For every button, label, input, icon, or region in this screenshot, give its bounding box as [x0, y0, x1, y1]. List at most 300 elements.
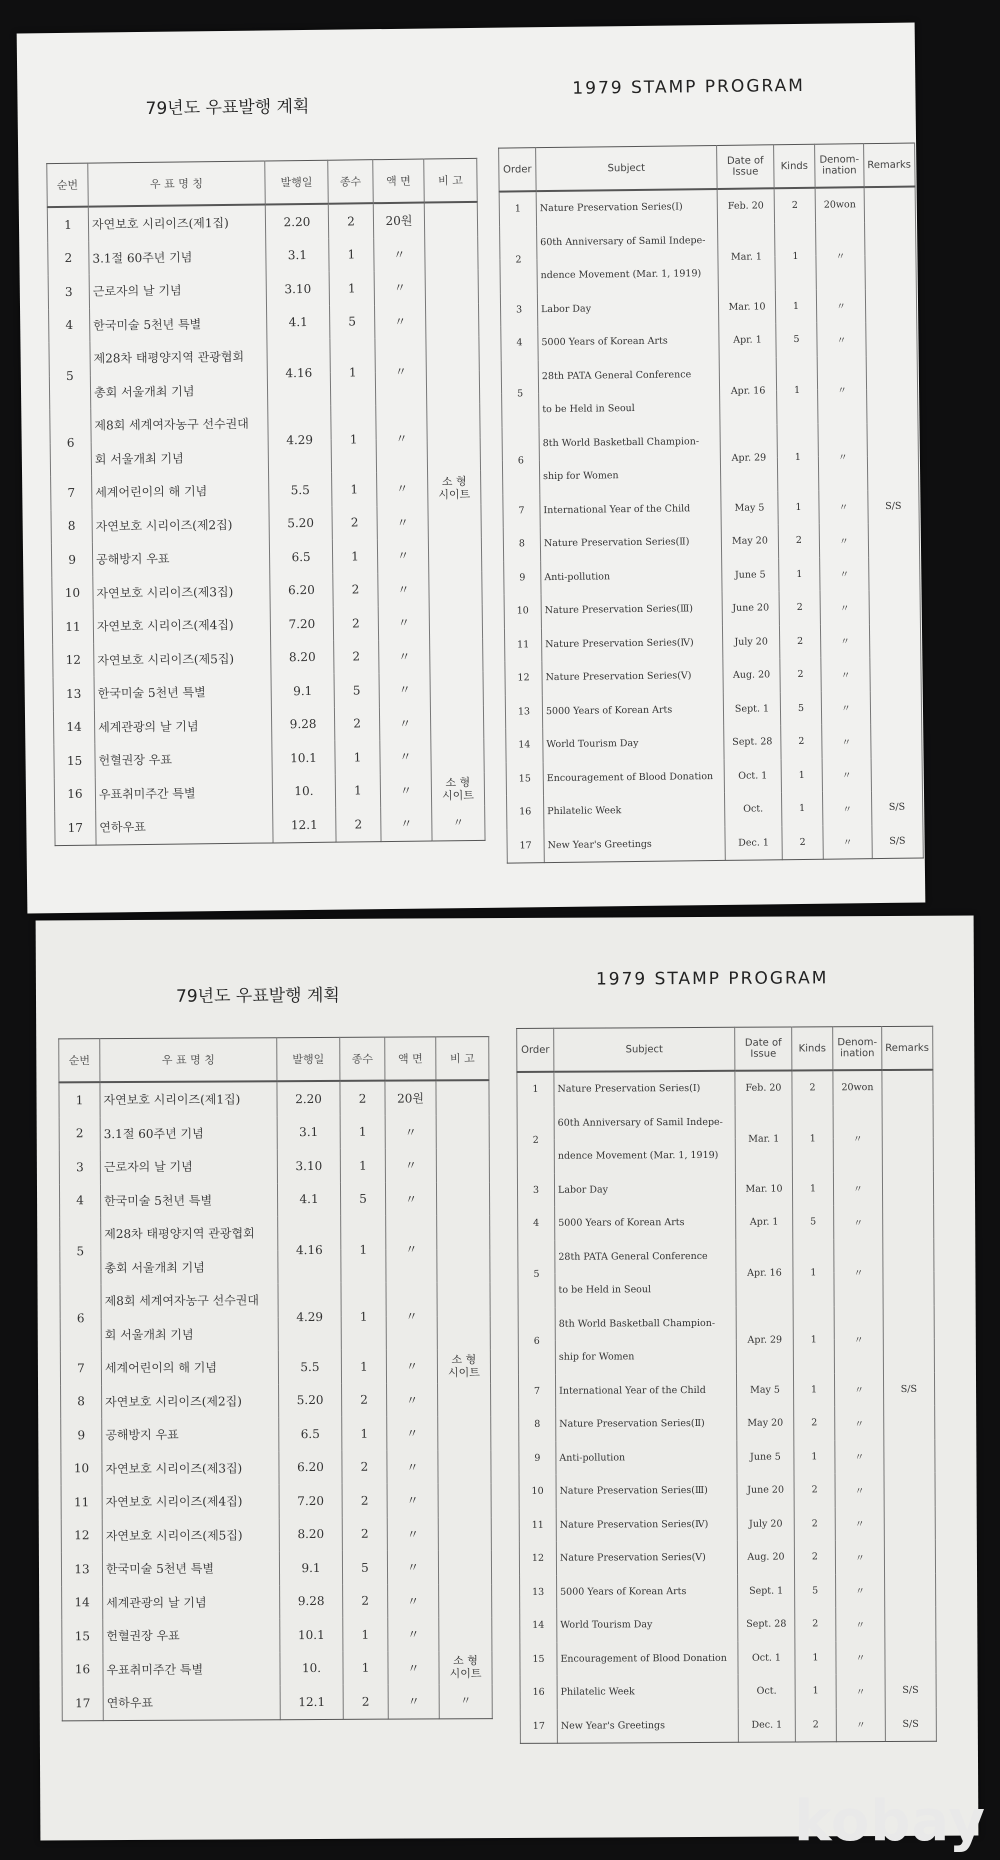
issue-date: Aug. 20 — [723, 658, 780, 692]
stamp-subject: 5000 Years of Korean Arts — [538, 324, 719, 360]
stamp-name: 한국미술 5천년 특별 — [90, 306, 267, 342]
english-table-row — [519, 1406, 935, 1442]
korean-table-row — [61, 1416, 491, 1452]
order-number: 3 — [517, 1173, 554, 1207]
denomination: 〃 — [374, 304, 425, 338]
korean-schedule-table — [58, 1036, 493, 1721]
order-number: 4 — [59, 1184, 100, 1218]
denomination: 〃 — [822, 791, 871, 825]
stamp-subject: 8th World Basketball Champion- — [539, 424, 720, 460]
remarks-cell — [428, 471, 481, 505]
remarks-line-1: 소 형 — [453, 1654, 478, 1668]
english-table-row — [520, 1674, 936, 1710]
order-number: 5 — [501, 360, 539, 427]
issue-date: Sept. 1 — [738, 1574, 795, 1608]
korean-column-header: 발행일 — [265, 160, 329, 204]
remarks-cell — [438, 1383, 491, 1417]
issue-date: Aug. 20 — [737, 1540, 794, 1574]
korean-column-header: 종수 — [328, 160, 374, 204]
issue-date: 5.5 — [278, 1350, 341, 1384]
korean-header-row — [59, 1037, 489, 1083]
denomination: 〃 — [836, 1674, 885, 1708]
remarks-line-2 — [435, 756, 481, 757]
kinds-count: 2 — [334, 707, 379, 741]
remarks — [882, 1171, 933, 1205]
order-number: 11 — [61, 1485, 102, 1519]
order-number: 12 — [505, 661, 542, 695]
order-number: 16 — [507, 795, 544, 829]
english-schedule-table — [498, 143, 923, 864]
remarks-cell — [427, 404, 481, 472]
remarks-line-2 — [433, 655, 479, 656]
denomination: 〃 — [379, 673, 430, 707]
order-number: 5 — [49, 342, 91, 409]
kinds-count: 2 — [782, 825, 823, 859]
korean-table-row — [59, 1080, 489, 1117]
stamp-name: 제28차 태평양지역 관광협회 — [90, 339, 267, 375]
kinds-count: 2 — [794, 1540, 835, 1574]
remarks-line-2 — [433, 622, 479, 623]
remarks-cell — [437, 1349, 490, 1383]
korean-table-row — [61, 1383, 491, 1419]
kinds-count: 1 — [794, 1440, 835, 1474]
remarks — [883, 1205, 934, 1239]
issue-date: Sept. 1 — [723, 692, 780, 726]
issue-date: 6.5 — [269, 540, 332, 574]
kinds-count: 2 — [333, 606, 378, 640]
remarks-line-1 — [428, 220, 474, 221]
remarks — [884, 1540, 935, 1574]
issue-date: 7.20 — [279, 1484, 342, 1518]
issue-date: May 20 — [737, 1406, 794, 1440]
issue-date: Apr. 16 — [719, 357, 777, 425]
stamp-name: 세계어린이의 해 기념 — [101, 1350, 278, 1384]
issue-date: 10. — [272, 774, 335, 808]
issue-date: 4.1 — [277, 1182, 340, 1216]
remarks-cell — [437, 1282, 490, 1349]
korean-table-row — [47, 202, 477, 242]
remarks — [884, 1439, 935, 1473]
order-number: 10 — [52, 576, 93, 610]
denomination: 〃 — [835, 1440, 884, 1474]
remarks-cell — [438, 1450, 491, 1484]
kinds-count: 1 — [335, 740, 380, 774]
english-table-row — [518, 1372, 934, 1408]
remarks — [870, 690, 921, 724]
kinds-count: 2 — [794, 1507, 835, 1541]
issue-date: 9.1 — [279, 1551, 342, 1585]
english-table-row — [504, 590, 920, 629]
korean-table-row — [50, 404, 480, 443]
remarks-cell — [436, 1182, 489, 1216]
stamp-name: 제8회 세계여자농구 선수권대 — [91, 406, 268, 442]
kinds-count: 1 — [775, 222, 817, 289]
denomination: 20원 — [385, 1080, 436, 1115]
kinds-count: 2 — [342, 1517, 387, 1551]
remarks-text — [433, 655, 479, 656]
stamp-subject: Labor Day — [537, 290, 718, 326]
remarks — [868, 523, 919, 557]
stamp-name: 근로자의 날 기념 — [100, 1149, 277, 1183]
issue-date: 4.16 — [267, 339, 331, 407]
stamp-name: 자연보호 시리이즈(제2집) — [92, 507, 269, 543]
order-number: 2 — [59, 1117, 100, 1151]
denomination: 〃 — [822, 758, 871, 792]
remarks — [869, 590, 920, 624]
kinds-count: 1 — [795, 1641, 836, 1675]
remarks: S/S — [872, 824, 923, 859]
kinds-count: 2 — [792, 1070, 833, 1105]
stamp-subject: 8th World Basketball Champion- — [555, 1306, 736, 1340]
stamp-subject-continued: ndence Movement (Mar. 1, 1919) — [537, 257, 718, 293]
english-table-row — [505, 657, 921, 696]
korean-column-header: 순번 — [59, 1039, 100, 1083]
stamp-name: 자연보호 시리이즈(제3집) — [102, 1451, 279, 1485]
stamp-name: 한국미술 5천년 특별 — [100, 1183, 277, 1217]
stamp-name: 자연보호 시리이즈(제2집) — [102, 1384, 279, 1418]
order-number: 17 — [507, 829, 544, 863]
remarks-line-2 — [428, 220, 474, 221]
english-table-row — [519, 1540, 935, 1576]
denomination: 〃 — [834, 1239, 883, 1306]
korean-table-row — [55, 806, 485, 845]
stamp-name: 제8회 세계여자농구 선수권대 — [101, 1283, 278, 1317]
order-number: 2 — [500, 226, 538, 293]
remarks — [884, 1406, 935, 1440]
stamp-subject-continued: ship for Women — [539, 458, 720, 494]
remarks-text — [431, 475, 477, 502]
english-table-row — [500, 288, 916, 327]
english-table-row — [504, 556, 920, 595]
english-column-header: Date of Issue — [735, 1027, 792, 1071]
remarks-line-1: 〃 — [452, 816, 464, 830]
kinds-count: 1 — [342, 1417, 387, 1451]
issue-date: 5.5 — [269, 473, 332, 507]
remarks — [866, 322, 917, 356]
kinds-count: 2 — [342, 1450, 387, 1484]
denomination: 〃 — [834, 1373, 883, 1407]
issue-date: 7.20 — [270, 607, 333, 641]
english-table-row — [501, 355, 917, 394]
english-column-header: Order — [499, 148, 537, 192]
stamp-name: 우표취미주간 특별 — [95, 775, 272, 811]
remarks-line-2 — [432, 555, 478, 556]
kinds-count: 1 — [329, 271, 374, 305]
stamp-name-continued: 회 서울개최 기념 — [91, 440, 268, 476]
kinds-count: 2 — [342, 1383, 387, 1417]
kinds-count: 2 — [774, 188, 815, 223]
english-table-row — [519, 1439, 935, 1475]
remarks-cell — [436, 1115, 489, 1149]
order-number: 17 — [55, 811, 96, 845]
english-column-header: Date of Issue — [717, 145, 775, 189]
korean-table-row — [51, 471, 481, 510]
remarks-cell — [425, 303, 478, 337]
order-number: 4 — [501, 326, 538, 360]
denomination: 〃 — [836, 1641, 885, 1675]
order-number: 16 — [62, 1653, 103, 1687]
remarks-line-1: 소 형 — [445, 776, 471, 790]
kinds-count: 2 — [342, 1484, 387, 1518]
stamp-name: 자연보호 시리이즈(제4집) — [93, 607, 270, 643]
korean-table-row — [59, 1148, 489, 1184]
remarks-text — [435, 816, 481, 830]
issue-date: 6.20 — [270, 573, 333, 607]
denomination: 〃 — [820, 557, 869, 591]
english-column-header: Kinds — [792, 1027, 833, 1071]
remarks-cell — [430, 638, 483, 672]
issue-date: Dec. 1 — [725, 826, 782, 861]
issue-date: May 5 — [721, 491, 778, 525]
issue-date: June 5 — [722, 558, 779, 592]
english-table-row — [518, 1305, 934, 1341]
remarks-text — [442, 1654, 488, 1680]
remarks — [882, 1104, 933, 1171]
english-schedule-table — [516, 1026, 936, 1744]
order-number: 15 — [520, 1642, 557, 1676]
stamp-subject: Nature Preservation Series(Ⅳ) — [556, 1507, 737, 1541]
order-number: 15 — [62, 1619, 103, 1653]
document-sheet-top — [17, 23, 926, 914]
kinds-count: 1 — [777, 423, 819, 490]
stamp-subject-continued: ndence Movement (Mar. 1, 1919) — [554, 1139, 735, 1173]
english-column-header: Subject — [536, 145, 718, 191]
remarks: S/S — [885, 1674, 936, 1708]
english-column-header: Remarks — [882, 1026, 933, 1070]
kinds-count: 2 — [779, 591, 820, 625]
kinds-count: 1 — [781, 792, 822, 826]
denomination: 〃 — [380, 773, 431, 807]
order-number: 9 — [61, 1418, 102, 1452]
korean-table-row — [61, 1517, 491, 1553]
order-number: 13 — [61, 1552, 102, 1586]
korean-table-row — [54, 739, 484, 778]
issue-date: 5.20 — [279, 1383, 342, 1417]
remarks-line-1 — [433, 655, 479, 656]
issue-date: 10.1 — [272, 741, 335, 775]
issue-date: Feb. 20 — [735, 1071, 792, 1106]
stamp-name: 세계어린이의 해 기념 — [92, 473, 269, 509]
remarks-text — [428, 220, 474, 221]
denomination: 〃 — [836, 1574, 885, 1608]
denomination: 〃 — [835, 1473, 884, 1507]
remarks-cell — [438, 1550, 491, 1584]
order-number: 8 — [519, 1408, 556, 1442]
issue-date: Sept. 28 — [724, 725, 781, 759]
korean-column-header: 종수 — [340, 1037, 385, 1081]
english-table-row — [520, 1573, 936, 1609]
stamp-subject: 5000 Years of Korean Arts — [557, 1574, 738, 1608]
denomination: 〃 — [385, 1148, 436, 1182]
remarks-text — [434, 722, 480, 723]
remarks — [883, 1305, 934, 1372]
denomination: 〃 — [834, 1205, 883, 1239]
kinds-count: 1 — [343, 1618, 388, 1652]
issue-date: Apr. 29 — [736, 1306, 793, 1373]
korean-table-row — [62, 1584, 492, 1620]
issue-date: June 20 — [737, 1473, 794, 1507]
order-number: 9 — [504, 561, 541, 595]
stamp-name: 자연보호 시리이즈(제1집) — [88, 204, 265, 241]
denomination: 〃 — [820, 590, 869, 624]
remarks-cell — [439, 1617, 492, 1651]
stamp-name: 제28차 태평양지역 관광협회 — [101, 1216, 278, 1250]
stamp-subject: World Tourism Day — [543, 726, 724, 762]
order-number: 17 — [62, 1686, 103, 1720]
issue-date: Sept. 28 — [738, 1607, 795, 1641]
remarks — [883, 1238, 934, 1305]
order-number: 4 — [518, 1207, 555, 1241]
korean-header-row — [47, 158, 477, 207]
english-table-row — [499, 187, 915, 227]
remarks: S/S — [883, 1372, 934, 1406]
remarks-text — [432, 588, 478, 589]
kinds-count: 1 — [778, 490, 819, 524]
denomination: 〃 — [835, 1406, 884, 1440]
kinds-count: 2 — [343, 1584, 388, 1618]
order-number: 3 — [500, 293, 537, 327]
order-number: 12 — [519, 1542, 556, 1576]
remarks: S/S — [871, 791, 922, 825]
english-table-row — [520, 1607, 936, 1643]
order-number: 13 — [505, 695, 542, 729]
order-number: 1 — [47, 207, 88, 242]
remarks-line-2 — [428, 253, 474, 254]
kinds-count: 2 — [781, 725, 822, 759]
korean-table-row — [51, 504, 481, 543]
order-number: 10 — [519, 1475, 556, 1509]
issue-date: Apr. 1 — [719, 323, 776, 357]
issue-date: Apr. 29 — [720, 424, 778, 492]
stamp-subject-continued: ship for Women — [555, 1340, 736, 1374]
stamp-name: 헌혈권장 우표 — [103, 1618, 280, 1652]
denomination: 〃 — [377, 472, 428, 506]
kinds-count: 2 — [328, 203, 373, 238]
denomination: 〃 — [378, 606, 429, 640]
english-table-row — [501, 322, 917, 361]
denomination: 〃 — [821, 657, 870, 691]
issue-date: 3.10 — [277, 1149, 340, 1183]
issue-date: 10. — [280, 1651, 343, 1685]
stamp-name: 자연보호 시리이즈(제4집) — [102, 1484, 279, 1518]
denomination: 〃 — [385, 1115, 436, 1149]
remarks-text — [432, 521, 478, 522]
denomination: 〃 — [386, 1349, 437, 1383]
issue-date: 4.1 — [267, 305, 330, 339]
remarks-text — [433, 622, 479, 623]
kinds-count: 1 — [792, 1105, 833, 1172]
stamp-name-continued: 총회 서울개최 기념 — [101, 1250, 278, 1284]
denomination: 〃 — [388, 1584, 439, 1618]
korean-table-row — [61, 1550, 491, 1586]
remarks — [865, 288, 916, 322]
stamp-name-continued: 회 서울개최 기념 — [101, 1317, 278, 1351]
remarks — [866, 355, 917, 423]
remarks — [871, 724, 922, 758]
remarks-line-1: 소 형 — [441, 474, 467, 489]
kinds-count: 1 — [792, 1172, 833, 1206]
stamp-subject: 5000 Years of Korean Arts — [555, 1206, 736, 1240]
stamp-subject: 5000 Years of Korean Arts — [542, 692, 723, 728]
remarks-line-2: 시이트 — [438, 487, 471, 502]
remarks-line-2: 시이트 — [441, 789, 475, 803]
kinds-count: 5 — [776, 323, 817, 357]
issue-date: 4.29 — [278, 1283, 341, 1350]
kinds-count: 1 — [795, 1674, 836, 1708]
english-column-header: Kinds — [774, 144, 816, 188]
english-column-header: Denom- ination — [815, 144, 865, 188]
issue-date: 12.1 — [280, 1685, 343, 1719]
issue-date: 2.20 — [265, 204, 328, 239]
denomination: 〃 — [388, 1684, 439, 1718]
document-sheet-bottom — [36, 916, 979, 1841]
korean-table-row — [60, 1282, 490, 1318]
kinds-count: 5 — [334, 673, 379, 707]
denomination: 〃 — [379, 706, 430, 740]
stamp-subject: Nature Preservation Series(Ⅲ) — [541, 592, 722, 628]
stamp-subject: Encouragement of Blood Donation — [557, 1641, 738, 1675]
korean-table-row — [61, 1483, 491, 1519]
order-number: 6 — [518, 1307, 555, 1374]
order-number: 8 — [61, 1385, 102, 1419]
remarks-text — [441, 1353, 487, 1379]
issue-date: 12.1 — [273, 808, 336, 843]
order-number: 6 — [50, 409, 92, 476]
english-table-row — [503, 523, 919, 562]
order-number: 4 — [49, 308, 90, 342]
issue-date: 5.20 — [269, 506, 332, 540]
order-number: 3 — [48, 275, 89, 309]
issue-date: Dec. 1 — [738, 1708, 795, 1742]
issue-date: 9.28 — [280, 1584, 343, 1618]
denomination: 〃 — [820, 624, 869, 658]
issue-date: July 20 — [722, 625, 779, 659]
denomination: 〃 — [380, 740, 431, 774]
remarks — [884, 1473, 935, 1507]
denomination: 20원 — [373, 203, 424, 238]
order-number: 14 — [506, 728, 543, 762]
remarks-cell — [439, 1684, 492, 1718]
denomination: 〃 — [388, 1651, 439, 1685]
order-number: 6 — [502, 427, 540, 494]
korean-table-row — [59, 1115, 489, 1151]
order-number: 7 — [51, 476, 92, 510]
stamp-subject-continued: to be Held in Seoul — [555, 1273, 736, 1307]
korean-column-header: 우 표 명 칭 — [88, 161, 266, 207]
issue-date: Oct. — [738, 1674, 795, 1708]
korean-table-row — [48, 270, 478, 309]
kinds-count: 2 — [333, 573, 378, 607]
stamp-subject: Anti-pollution — [556, 1440, 737, 1474]
kinds-count: 1 — [330, 338, 376, 406]
english-table-row — [520, 1640, 936, 1676]
remarks-line-1 — [430, 370, 476, 371]
denomination: 〃 — [823, 825, 872, 860]
kinds-count: 1 — [793, 1373, 834, 1407]
stamp-subject: Labor Day — [554, 1172, 735, 1206]
remarks-line-2 — [431, 437, 477, 438]
stamp-subject: Nature Preservation Series(Ⅳ) — [541, 625, 722, 661]
remarks-text — [432, 555, 478, 556]
stamp-subject-continued: to be Held in Seoul — [539, 391, 720, 427]
remarks-cell — [431, 772, 484, 806]
order-number: 13 — [520, 1575, 557, 1609]
kinds-count: 2 — [778, 524, 819, 558]
stamp-name: 헌혈권장 우표 — [95, 741, 272, 777]
kinds-count: 2 — [340, 1081, 385, 1116]
issue-date: 4.16 — [278, 1216, 341, 1283]
denomination: 〃 — [381, 807, 432, 842]
